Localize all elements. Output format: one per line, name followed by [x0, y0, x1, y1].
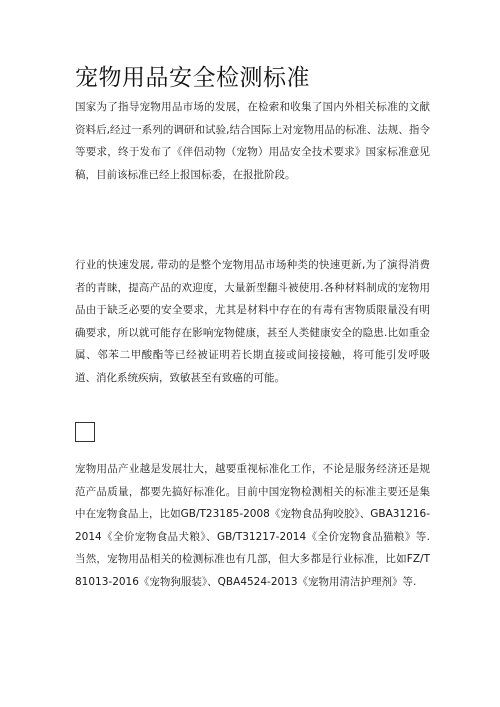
page-title: 宠物用品安全检测标准 [75, 65, 310, 91]
paragraph-standards: 宠物用品产业越是发展壮大，越要重视标准化工作，不论是服务经济还是规范产品质量，都要先搞好标准化。目前中国宠物检测相关的标准主要还是集中在宠物食品上，比如GB/T23185-2008《宠物食品狗咬胶》、GBA31216-2014《全价宠物食品犬粮》、GB/T31217-2014《全价宠物食品猫粮》等.当然，宠物用品相关的检测标准也有几部，但大多都是行业标准，比如FZ/T81013-2016《宠物狗服装》、QBA4524-2013《宠物用清洁护理剂》等. [75, 463, 430, 588]
empty-square-box [75, 422, 95, 442]
paragraph-industry: 行业的快速发展, 带动的是整个宠物用品市场种类的快速更新,为了演得消费者的青睐，提高产品的欢迎度，大量新型翻斗被使用.各种材料制成的宠物用品由于缺乏必要的安全要求，尤其是材料中存在的有毒有害物质限量没有明确要求，所以就可能存在影响宠物健康，甚至人类健康安全的隐患.比如重金属、邻苯二甲酸酯等已经被证明若长期直接或间接接触，将可能引发呼吸道、消化系统疾病，致敏甚至有致癌的可能。 [75, 259, 430, 384]
paragraph-intro: 国家为了指导宠物用品市场的发展，在检索和收集了国内外相关标准的文献资料后,经过一系列的调研和试验,结合国际上对宠物用品的标准、法规、指令等要求，终于发布了《伴侣动物（宠物）用品安全技术要求》国家标准意见稿，目前该标准已经上报国标委，在报批阶段。 [75, 101, 430, 181]
